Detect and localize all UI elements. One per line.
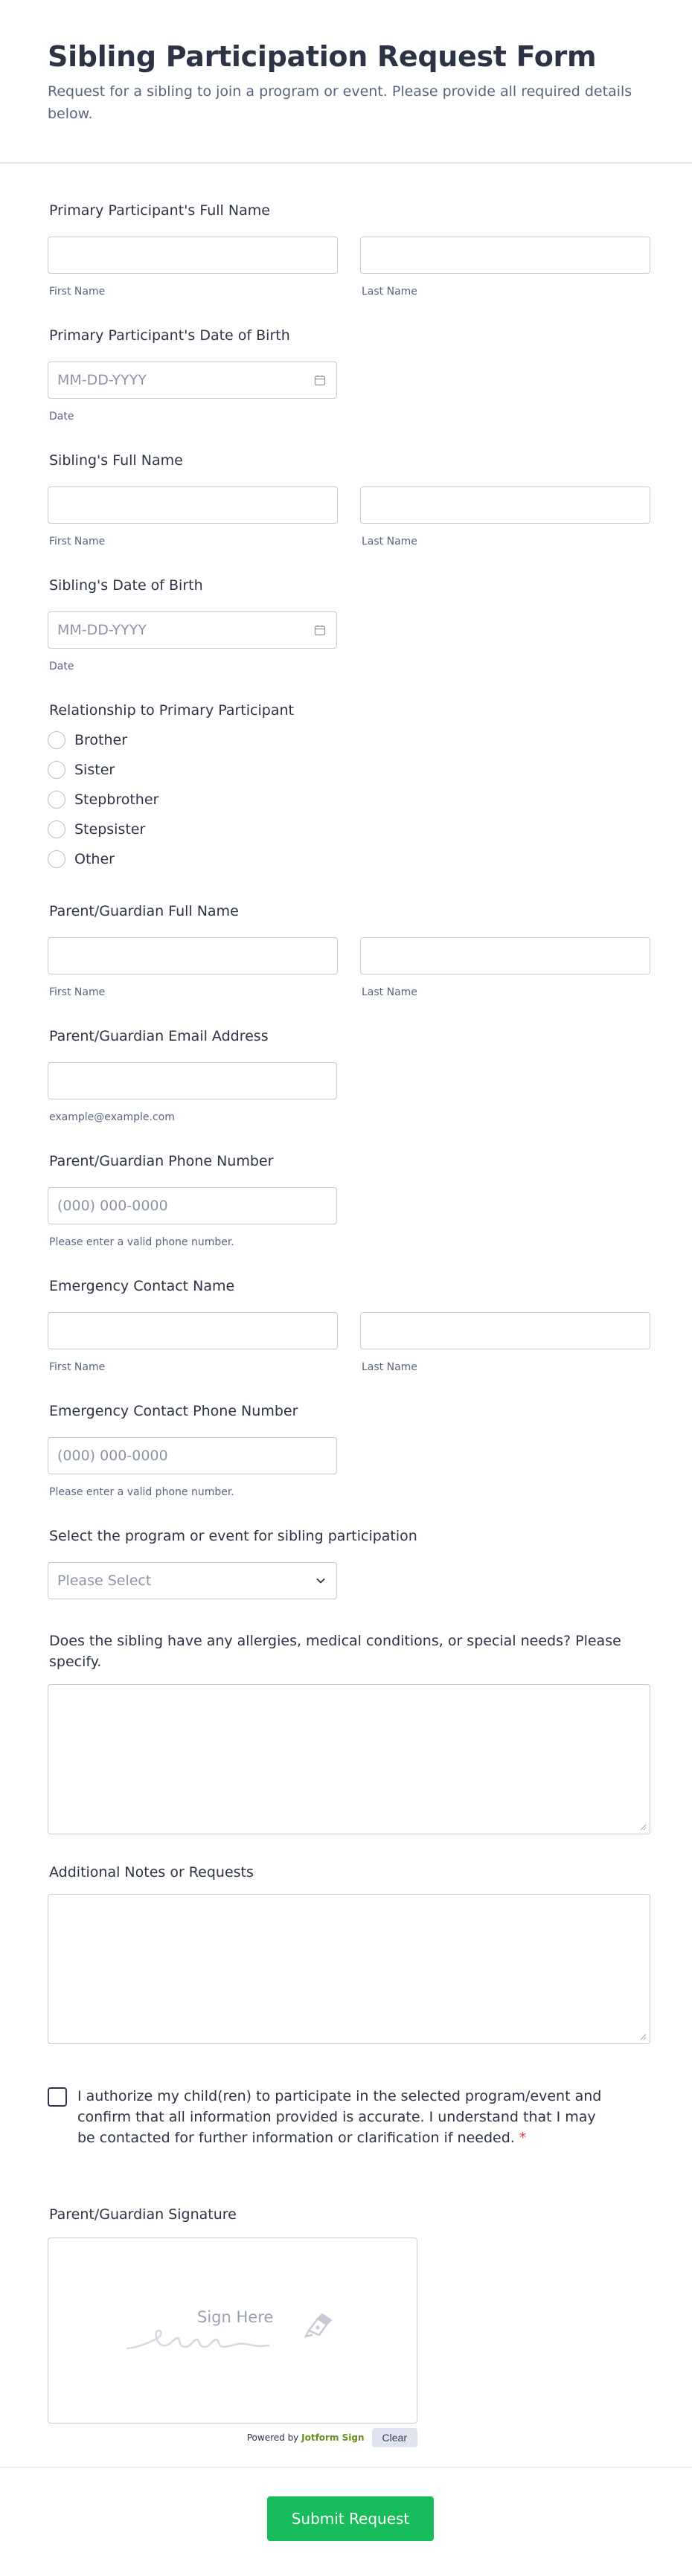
medical-textarea[interactable]: [48, 1684, 650, 1834]
authorize-label: I authorize my child(ren) to participate in the selected program/event and confirm that all information provided is accurate. I understand that I may be contacted for further information or clarification if needed.: [77, 2088, 602, 2146]
last-name-input[interactable]: [360, 1312, 650, 1349]
radio-button[interactable]: [48, 791, 65, 809]
sibling-name-field: [48, 451, 650, 547]
field-label: Primary Participant's Full Name: [49, 202, 270, 219]
last-name-input[interactable]: [360, 237, 650, 274]
radio-button[interactable]: [48, 820, 65, 838]
sublabel: Please enter a valid phone number.: [49, 1486, 234, 1498]
date-input[interactable]: [48, 362, 337, 399]
sublabel: example@example.com: [49, 1111, 175, 1123]
field-label: Sibling's Date of Birth: [49, 577, 203, 594]
field-label: Relationship to Primary Participant: [49, 702, 294, 719]
page-subtitle: Request for a sibling to join a program or event. Please provide all required details below.: [48, 83, 632, 122]
calendar-icon[interactable]: [314, 374, 326, 386]
notes-textarea[interactable]: [48, 1894, 650, 2044]
last-name-input[interactable]: [360, 937, 650, 974]
field-label: Primary Participant's Date of Birth: [49, 327, 290, 344]
form-header: [0, 0, 692, 164]
phone-placeholder: (000) 000-0000: [57, 1448, 168, 1464]
page-title: Sibling Participation Request Form: [48, 40, 597, 73]
phone-input[interactable]: [48, 1187, 337, 1224]
primary-name-field: [48, 201, 650, 298]
guardian-name-field: [48, 902, 650, 998]
radio-button[interactable]: [48, 731, 65, 749]
emergency-name-field: [48, 1276, 650, 1373]
radio-label: Brother: [74, 732, 128, 748]
relationship-field: [48, 701, 650, 869]
radio-label: Other: [74, 851, 115, 867]
radio-label: Sister: [74, 762, 115, 778]
authorize-checkbox[interactable]: [48, 2087, 67, 2107]
signature-hint: Sign Here: [197, 2308, 274, 2326]
signature-field: [48, 2205, 650, 2447]
radio-option-sister[interactable]: [48, 760, 650, 780]
program-select[interactable]: [48, 1562, 337, 1599]
field-label: Select the program or event for sibling participation: [49, 1528, 417, 1544]
notes-field: [48, 1863, 650, 2044]
sublabel: Please enter a valid phone number.: [49, 1236, 234, 1248]
brand-name: Jotform Sign: [301, 2432, 365, 2443]
phone-placeholder: (000) 000-0000: [57, 1198, 168, 1214]
field-label: Parent/Guardian Phone Number: [49, 1153, 274, 1169]
program-field: [48, 1526, 650, 1599]
first-name-input[interactable]: [48, 486, 338, 524]
medical-field: [48, 1631, 650, 1834]
guardian-phone-field: [48, 1152, 650, 1248]
resize-grip-icon[interactable]: [639, 2033, 647, 2040]
radio-option-other[interactable]: [48, 849, 650, 869]
radio-option-brother[interactable]: [48, 730, 650, 750]
field-label: Parent/Guardian Full Name: [49, 903, 239, 919]
sublabel: Last Name: [362, 1361, 417, 1373]
email-input[interactable]: [48, 1062, 337, 1099]
submit-button[interactable]: Submit Request: [267, 2496, 434, 2541]
field-label: Emergency Contact Name: [49, 1278, 235, 1294]
powered-by: [247, 2432, 365, 2443]
authorize-field: [48, 2086, 650, 2148]
clear-signature-button[interactable]: Clear: [372, 2428, 417, 2447]
powered-prefix: Powered by: [246, 2432, 299, 2443]
field-label: Parent/Guardian Email Address: [49, 1028, 269, 1044]
form-footer: [0, 2467, 692, 2576]
first-name-input[interactable]: [48, 937, 338, 974]
field-label: Emergency Contact Phone Number: [49, 1403, 298, 1419]
required-mark: *: [519, 2130, 527, 2146]
date-input[interactable]: [48, 611, 337, 649]
radio-option-stepbrother[interactable]: [48, 790, 650, 809]
radio-button[interactable]: [48, 850, 65, 868]
chevron-down-icon: [314, 1574, 327, 1587]
sublabel: Date: [49, 411, 74, 423]
first-name-input[interactable]: [48, 1312, 338, 1349]
sublabel: First Name: [49, 536, 106, 547]
phone-input[interactable]: [48, 1437, 337, 1474]
sublabel: Date: [49, 661, 74, 672]
sublabel: First Name: [49, 286, 106, 298]
field-label: Additional Notes or Requests: [49, 1864, 254, 1880]
radio-label: Stepsister: [74, 821, 146, 838]
sublabel: Last Name: [362, 986, 417, 998]
radio-button[interactable]: [48, 761, 65, 779]
select-placeholder: Please Select: [57, 1573, 152, 1589]
signature-footer: [48, 2428, 417, 2447]
emergency-phone-field: [48, 1401, 650, 1498]
radio-label: Stepbrother: [74, 791, 159, 808]
pen-nib-icon: [301, 2308, 334, 2341]
sublabel: First Name: [49, 986, 106, 998]
date-placeholder: MM-DD-YYYY: [57, 372, 147, 388]
field-label: Does the sibling have any allergies, medical conditions, or special needs? Please specify.: [49, 1633, 621, 1670]
guardian-email-field: [48, 1027, 650, 1123]
sibling-dob-field: [48, 576, 650, 672]
resize-grip-icon[interactable]: [639, 1823, 647, 1831]
field-label: Sibling's Full Name: [49, 452, 183, 469]
sublabel: Last Name: [362, 286, 417, 298]
first-name-input[interactable]: [48, 237, 338, 274]
calendar-icon[interactable]: [314, 624, 326, 636]
sublabel: First Name: [49, 1361, 106, 1373]
sublabel: Last Name: [362, 536, 417, 547]
authorize-text: [77, 2086, 613, 2148]
signature-pad[interactable]: [48, 2238, 417, 2424]
date-placeholder: MM-DD-YYYY: [57, 622, 147, 638]
field-label: Parent/Guardian Signature: [49, 2206, 237, 2223]
last-name-input[interactable]: [360, 486, 650, 524]
radio-option-stepsister[interactable]: [48, 820, 650, 839]
primary-dob-field: [48, 326, 650, 423]
